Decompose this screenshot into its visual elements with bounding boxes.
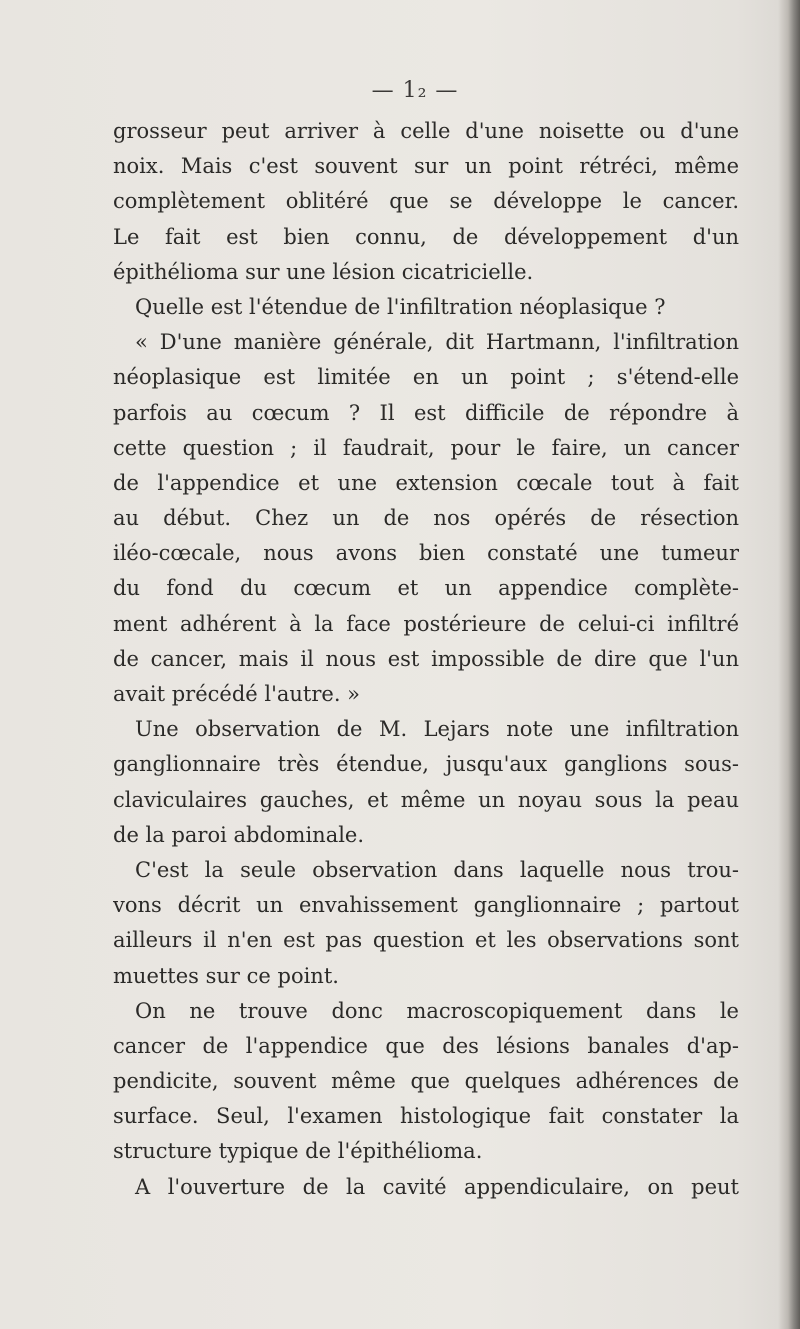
text-line: noix. Mais c'est souvent sur un point rétréci, même — [113, 154, 739, 179]
text-line: vons décrit un envahissement ganglionnaire ; partout — [113, 893, 739, 918]
text-line: du fond du cœcum et un appendice complète- — [113, 576, 739, 601]
text-line: surface. Seul, l'examen histologique fait constater la — [113, 1104, 739, 1129]
text-line: de l'appendice et une extension cœcale tout à fait — [113, 470, 739, 495]
text-line: de la paroi abdominale. — [113, 822, 365, 847]
text-line: avait précédé l'autre. » — [113, 682, 361, 706]
text-line: au début. Chez un de nos opérés de résection — [113, 506, 739, 531]
text-line: cette question ; il faudrait, pour le faire, un cancer — [113, 435, 739, 460]
text-line: parfois au cœcum ? Il est difficile de répondre à — [113, 400, 739, 425]
page-number: — 1₂ — — [371, 78, 459, 103]
text-line: iléo-cœcale, nous avons bien constaté une tumeur — [113, 541, 739, 566]
text-line: néoplasique est limitée en un point ; s'étend-elle — [113, 365, 739, 390]
text-line: cancer de l'appendice que des lésions banales d'ap- — [113, 1033, 739, 1058]
text-line: muettes sur ce point. — [113, 963, 339, 988]
text-line: structure typique de l'épithélioma. — [113, 1139, 483, 1164]
text-line: de cancer, mais il nous est impossible de dire que l'un — [113, 646, 739, 671]
text-line: grosseur peut arriver à celle d'une noisette ou d'une — [113, 119, 739, 143]
text-line: ganglionnaire très étendue, jusqu'aux ganglions sous- — [113, 752, 739, 777]
text-line: Le fait est bien connu, de développement d'un — [113, 224, 739, 249]
text-line: « D'une manière générale, dit Hartmann, l'infiltration — [135, 330, 739, 355]
text-line: épithélioma sur une lésion cicatricielle. — [113, 259, 534, 284]
text-line: pendicite, souvent même que quelques adhérences de — [113, 1069, 739, 1094]
page-edge-shadow — [778, 0, 800, 1329]
text-line: C'est la seule observation dans laquelle nous trou- — [135, 857, 739, 882]
text-line: Quelle est l'étendue de l'infiltration néoplasique ? — [135, 294, 666, 319]
text-line: complètement oblitéré que se développe le cancer. — [113, 189, 739, 214]
text-line: On ne trouve donc macroscopiquement dans le — [135, 998, 739, 1023]
text-line: ailleurs il n'en est pas question et les observations sont — [113, 928, 739, 953]
text-line: ment adhérent à la face postérieure de celui-ci infiltré — [113, 611, 739, 636]
text-line: Une observation de M. Lejars note une infiltration — [135, 717, 739, 742]
text-line: claviculaires gauches, et même un noyau sous la peau — [113, 787, 739, 812]
text-line: A l'ouverture de la cavité appendiculaire, on peut — [135, 1174, 739, 1199]
body-text — [113, 114, 739, 1205]
